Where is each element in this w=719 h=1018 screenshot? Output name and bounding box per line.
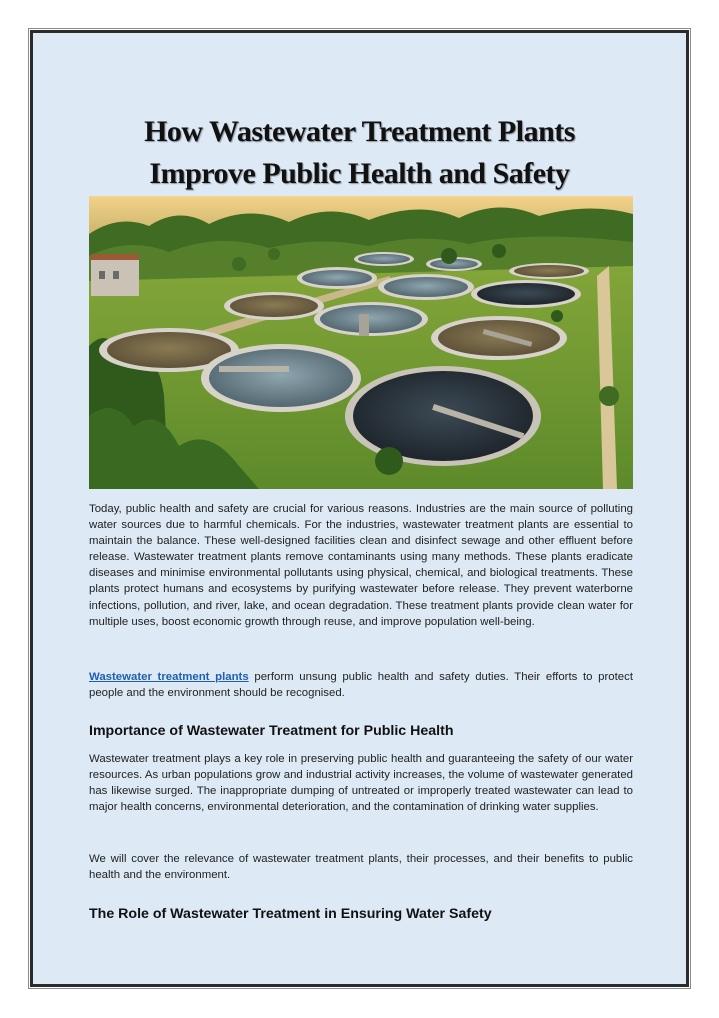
importance-paragraph: Wastewater treatment plays a key role in preserving public health and guaranteeing the safety of our water resources. As urban populations grow and industrial activity increases, the volume of wastewater generated has likewise surged. The inappropriate dumping of untreated or improperly treated wastewater can lead to major health concerns, environmental deterioration, and the contamination of drinking water supplies. xyxy=(89,753,633,814)
link-paragraph xyxy=(89,669,633,701)
wastewater-treatment-plants-link[interactable]: Wastewater treatment plants xyxy=(89,671,249,683)
page-title xyxy=(33,111,686,195)
link-paragraph-text: perform unsung public health and safety duties. Their efforts to protect people and the environment should be recognised. xyxy=(89,671,633,700)
title-line-1: How Wastewater Treatment Plants xyxy=(144,115,575,149)
treatment-plant-illustration xyxy=(89,196,633,489)
coverage-paragraph: We will cover the relevance of wastewater treatment plants, their processes, and their benefits to public health and the environment. xyxy=(89,853,633,882)
section-heading-role: The Role of Wastewater Treatment in Ensuring Water Safety xyxy=(89,906,492,922)
hero-image xyxy=(89,196,633,489)
section-heading-importance: Importance of Wastewater Treatment for Public Health xyxy=(89,723,454,739)
intro-paragraph: Today, public health and safety are crucial for various reasons. Industries are the main source of polluting water sources due to harmful chemicals. For the industries, wastewater treatment plants are essential to maintain the balance. These well-designed facilities clean and disinfect sewage and other effluent before release. Wastewater treatment plants remove contaminants using many methods. These plants eradicate diseases and minimise environmental pollutants using physical, chemical, and biological treatments. These plants protect humans and ecosystems by purifying wastewater before release. They prevent waterborne infections, pollution, and river, lake, and ocean degradation. These treatment plants provide clean water for multiple uses, boost economic growth through reuse, and improve population well-being. xyxy=(89,503,633,628)
title-line-2: Improve Public Health and Safety xyxy=(149,157,570,191)
article-body xyxy=(89,501,633,922)
page-frame xyxy=(30,30,689,987)
